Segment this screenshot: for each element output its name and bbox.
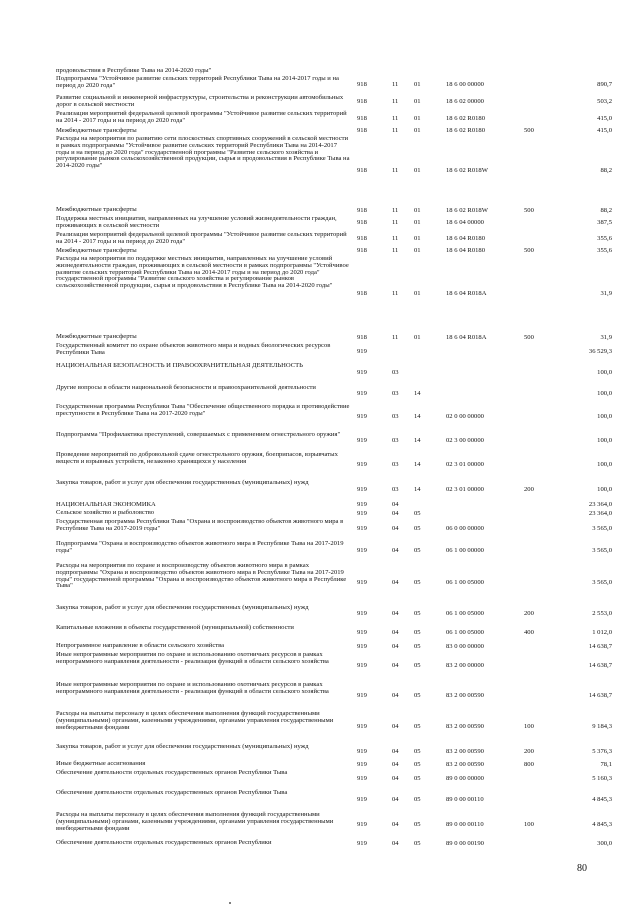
item-name-cell: Расходы на выплаты персоналу в целях обеспечения выполнения функций государственными (муниципальными) органами, казенными учреждениями, органами управления государственными внебюджетными фондами	[56, 710, 334, 731]
razdel-cell: 04	[392, 692, 399, 699]
glava-cell: 918	[357, 334, 367, 341]
razdel-cell: 04	[392, 821, 399, 828]
target-article-cell: 83 2 00 00590	[446, 748, 484, 755]
table-row	[0, 625, 640, 643]
razdel-cell: 03	[392, 369, 399, 376]
item-name-cell: Реализация мероприятий федеральной целевой программы "Устойчивое развитие сельских территорий на 2014 - 2017 годы и на период до 2020 года"	[56, 231, 347, 245]
glava-cell: 918	[357, 115, 367, 122]
target-article-cell: 89 0 00 00110	[446, 821, 484, 828]
table-row	[0, 343, 640, 363]
razdel-cell: 11	[392, 247, 399, 254]
target-article-cell: 83 2 00 00590	[446, 692, 484, 699]
glava-cell: 919	[357, 525, 367, 532]
podrazdel-cell: 01	[414, 115, 421, 122]
razdel-cell: 11	[392, 81, 399, 88]
podrazdel-cell: 14	[414, 461, 421, 468]
expense-type-cell: 100	[524, 723, 534, 730]
razdel-cell: 04	[392, 501, 399, 508]
item-name-cell: НАЦИОНАЛЬНАЯ ЭКОНОМИКА	[56, 501, 156, 508]
table-row	[0, 136, 640, 207]
glava-cell: 918	[357, 219, 367, 226]
razdel-cell: 03	[392, 437, 399, 444]
sum-cell: 9 184,3	[592, 723, 612, 730]
razdel-cell: 11	[392, 115, 399, 122]
target-article-cell: 02 3 00 00000	[446, 437, 484, 444]
glava-cell: 919	[357, 643, 367, 650]
table-row	[0, 519, 640, 541]
item-name-cell: Обеспечение деятельности отдельных государственных органов Республики	[56, 839, 272, 846]
table-row	[0, 790, 640, 812]
item-name-cell: Государственная программа Республики Тыва "Обеспечение общественного порядка и противодействие преступности в Республике Тыва на 2017-2020 годы"	[56, 403, 350, 417]
target-article-cell: 18 6 04 R018A	[446, 290, 487, 297]
podrazdel-cell: 05	[414, 840, 421, 847]
glava-cell: 919	[357, 413, 367, 420]
table-row	[0, 432, 640, 452]
item-name-cell: НАЦИОНАЛЬНАЯ БЕЗОПАСНОСТЬ И ПРАВООХРАНИТЕЛЬНАЯ ДЕЯТЕЛЬНОСТЬ	[56, 362, 303, 369]
item-name-cell: Развитие социальной и инженерной инфраструктуры, строительства и реконструкции автомобильных дорог в сельской местности	[56, 94, 344, 108]
sum-cell: 100,0	[597, 437, 612, 444]
razdel-cell: 11	[392, 219, 399, 226]
glava-cell: 919	[357, 390, 367, 397]
sum-cell: 1 012,0	[592, 629, 612, 636]
target-article-cell: 18 6 02 00000	[446, 98, 484, 105]
sum-cell: 100,0	[597, 390, 612, 397]
sum-cell: 36 529,3	[588, 348, 612, 355]
glava-cell: 919	[357, 369, 367, 376]
razdel-cell: 04	[392, 547, 399, 554]
scan-speck	[229, 902, 231, 904]
podrazdel-cell: 14	[414, 437, 421, 444]
razdel-cell: 04	[392, 579, 399, 586]
item-name-cell: Подпрограмма "Устойчивое развитие сельских территорий Республики Тыва на 2014-2017 годы и на период до 2020 года"	[56, 75, 339, 89]
item-name-cell: Непрограммное направление в области сельского хозяйства	[56, 642, 225, 649]
podrazdel-cell: 05	[414, 748, 421, 755]
item-name-cell: Межбюджетные трансферты	[56, 127, 137, 134]
target-article-cell: 18 6 04 00000	[446, 219, 484, 226]
sum-cell: 4 845,3	[592, 796, 612, 803]
item-name-cell: Закупка товаров, работ и услуг для обеспечения государственных (муниципальных) нужд	[56, 479, 309, 486]
item-name-cell: Обеспечение деятельности отдельных государственных органов Республики Тыва	[56, 789, 288, 796]
item-name-cell: Подпрограмма "Профилактика преступлений, совершаемых с применением огнестрельного оружия"	[56, 431, 341, 438]
table-row	[0, 385, 640, 404]
podrazdel-cell: 01	[414, 290, 421, 297]
sum-cell: 355,6	[597, 235, 612, 242]
glava-cell: 919	[357, 579, 367, 586]
glava-cell: 918	[357, 127, 367, 134]
expense-type-cell: 200	[524, 610, 534, 617]
glava-cell: 918	[357, 98, 367, 105]
podrazdel-cell: 01	[414, 127, 421, 134]
table-row	[0, 652, 640, 682]
razdel-cell: 11	[392, 167, 399, 174]
table-row	[0, 744, 640, 761]
sum-cell: 100,0	[597, 461, 612, 468]
glava-cell: 919	[357, 796, 367, 803]
table-row	[0, 95, 640, 111]
podrazdel-cell: 14	[414, 486, 421, 493]
razdel-cell: 04	[392, 775, 399, 782]
item-name-cell: Сельское хозяйство и рыболовство	[56, 509, 155, 516]
item-name-cell: Межбюджетные трансферты	[56, 247, 137, 254]
glava-cell: 918	[357, 247, 367, 254]
table-row	[0, 682, 640, 711]
razdel-cell: 03	[392, 413, 399, 420]
target-article-cell: 83 0 00 00000	[446, 643, 484, 650]
sum-cell: 300,0	[597, 840, 612, 847]
glava-cell: 919	[357, 662, 367, 669]
item-name-cell: Расходы на мероприятия по развитию сети плоскостных спортивных сооружений в сельской местности в рамках подпрограммы "Устойчивое развитие сельских территорий Республики Тыва на 2014-2017 годы и на период до 2020 года" государственной программы "Развитие сельского хозяйства и регулирование рынков сельскохозяйственной продукции, сырья и продовольствия в Республике Тыва на 2014-2020 годы"	[56, 135, 350, 170]
sum-cell: 4 845,3	[592, 821, 612, 828]
table-row	[0, 111, 640, 128]
razdel-cell: 03	[392, 461, 399, 468]
target-article-cell: 18 6 02 R0180	[446, 115, 486, 122]
razdel-cell: 04	[392, 796, 399, 803]
target-article-cell: 02 0 00 00000	[446, 413, 484, 420]
sum-cell: 5 160,3	[592, 775, 612, 782]
item-name-cell: Проведение мероприятий по добровольной сдаче огнестрельного оружия, боеприпасов, взрывчатых веществ и взрывных устройств, незаконно хранящихся у населения	[56, 451, 338, 465]
sum-cell: 3 565,0	[592, 525, 612, 532]
podrazdel-cell: 01	[414, 167, 421, 174]
sum-cell: 14 638,7	[588, 692, 612, 699]
item-name-cell: Закупка товаров, работ и услуг для обеспечения государственных (муниципальных) нужд	[56, 743, 309, 750]
podrazdel-cell: 05	[414, 821, 421, 828]
razdel-cell: 03	[392, 486, 399, 493]
expense-type-cell: 500	[524, 334, 534, 341]
glava-cell: 919	[357, 610, 367, 617]
razdel-cell: 11	[392, 98, 399, 105]
expense-type-cell: 400	[524, 629, 534, 636]
podrazdel-cell: 01	[414, 81, 421, 88]
glava-cell: 918	[357, 290, 367, 297]
table-row	[0, 770, 640, 790]
razdel-cell: 04	[392, 840, 399, 847]
glava-cell: 919	[357, 748, 367, 755]
item-name-cell: Межбюджетные трансферты	[56, 206, 137, 213]
glava-cell: 919	[357, 348, 367, 355]
item-name-cell: Расходы на мероприятия по поддержке местных инициатив, направленных на улучшение условий жизнедеятельности граждан, проживающих в сельской местности в рамках подпрограммы "Устойчивое развитие сельских территорий Республики Тыва на 2014-2017 годы и на период до 2020 года" государственной программы "Развитие сельского хозяйства и регулирование рынков сельскохозяйственной продукции, сырья и продовольствия в Республике Тыва на 2014-2020 годы"	[56, 255, 349, 290]
target-article-cell: 89 0 00 00110	[446, 796, 484, 803]
sum-cell: 100,0	[597, 413, 612, 420]
razdel-cell: 04	[392, 662, 399, 669]
glava-cell: 918	[357, 167, 367, 174]
podrazdel-cell: 01	[414, 334, 421, 341]
target-article-cell: 02 3 01 00000	[446, 461, 484, 468]
glava-cell: 918	[357, 235, 367, 242]
podrazdel-cell: 05	[414, 692, 421, 699]
table-row	[0, 840, 640, 850]
sum-cell: 3 565,0	[592, 547, 612, 554]
razdel-cell: 04	[392, 510, 399, 517]
target-article-cell: 06 1 00 05000	[446, 629, 484, 636]
sum-cell: 387,5	[597, 219, 612, 226]
item-name-cell: Расходы на выплаты персоналу в целях обеспечения выполнения функций государственными (муниципальными) органами, казенными учреждениями, органами управления государственными внебюджетными фондами	[56, 811, 334, 832]
razdel-cell: 04	[392, 643, 399, 650]
razdel-cell: 04	[392, 525, 399, 532]
podrazdel-cell: 01	[414, 247, 421, 254]
table-row	[0, 256, 640, 334]
podrazdel-cell: 05	[414, 775, 421, 782]
sum-cell: 890,7	[597, 81, 612, 88]
glava-cell: 919	[357, 629, 367, 636]
expense-type-cell: 500	[524, 127, 534, 134]
target-article-cell: 18 6 04 R0180	[446, 247, 486, 254]
razdel-cell: 11	[392, 334, 399, 341]
table-row	[0, 404, 640, 432]
target-article-cell: 06 1 00 05000	[446, 579, 484, 586]
target-article-cell: 18 6 04 R0180	[446, 235, 486, 242]
podrazdel-cell: 05	[414, 610, 421, 617]
podrazdel-cell: 05	[414, 547, 421, 554]
razdel-cell: 04	[392, 748, 399, 755]
target-article-cell: 89 0 00 00000	[446, 775, 484, 782]
target-article-cell: 18 6 02 R0180	[446, 127, 486, 134]
table-row	[0, 76, 640, 95]
table-row	[0, 563, 640, 605]
razdel-cell: 04	[392, 610, 399, 617]
glava-cell: 919	[357, 775, 367, 782]
item-name-cell: Обеспечение деятельности отдельных государственных органов Республики Тыва	[56, 769, 288, 776]
item-name-cell: Капитальные вложения в объекты государственной (муниципальной) собственности	[56, 624, 294, 631]
expense-type-cell: 200	[524, 486, 534, 493]
table-row	[0, 452, 640, 480]
item-name-cell: Закупка товаров, работ и услуг для обеспечения государственных (муниципальных) нужд	[56, 604, 309, 611]
target-article-cell: 06 0 00 00000	[446, 525, 484, 532]
sum-cell: 14 638,7	[588, 662, 612, 669]
table-row	[0, 541, 640, 563]
glava-cell: 919	[357, 547, 367, 554]
sum-cell: 14 638,7	[588, 643, 612, 650]
item-name-cell: продовольствия в Республике Тыва на 2014-2020 годы"	[56, 67, 212, 74]
table-row	[0, 232, 640, 248]
table-row	[0, 216, 640, 232]
razdel-cell: 11	[392, 290, 399, 297]
glava-cell: 918	[357, 81, 367, 88]
podrazdel-cell: 05	[414, 525, 421, 532]
glava-cell: 919	[357, 437, 367, 444]
target-article-cell: 83 2 00 00590	[446, 723, 484, 730]
razdel-cell: 11	[392, 235, 399, 242]
item-name-cell: Подпрограмма "Охрана и воспроизводство объектов животного мира в Республике Тыва на 2017-2019 годы"	[56, 540, 344, 554]
podrazdel-cell: 01	[414, 98, 421, 105]
razdel-cell: 04	[392, 761, 399, 768]
sum-cell: 503,2	[597, 98, 612, 105]
razdel-cell: 11	[392, 207, 399, 214]
podrazdel-cell: 05	[414, 761, 421, 768]
target-article-cell: 06 1 00 05000	[446, 610, 484, 617]
item-name-cell: Государственная программа Республики Тыва "Охрана и воспроизводство объектов животного мира в Республике Тыва на 2017-2019 годы"	[56, 518, 344, 532]
glava-cell: 919	[357, 486, 367, 493]
sum-cell: 415,0	[597, 127, 612, 134]
sum-cell: 23 364,0	[588, 510, 612, 517]
glava-cell: 919	[357, 692, 367, 699]
sum-cell: 5 376,3	[592, 748, 612, 755]
podrazdel-cell: 05	[414, 723, 421, 730]
table-row	[0, 605, 640, 625]
table-row	[0, 480, 640, 502]
podrazdel-cell: 05	[414, 579, 421, 586]
item-name-cell: Государственный комитет по охране объектов животного мира и водных биологических ресурсов Республики Тыва	[56, 342, 331, 356]
target-article-cell: 06 1 00 00000	[446, 547, 484, 554]
razdel-cell: 04	[392, 629, 399, 636]
glava-cell: 919	[357, 761, 367, 768]
glava-cell: 919	[357, 501, 367, 508]
target-article-cell: 89 0 00 00190	[446, 840, 484, 847]
sum-cell: 2 553,0	[592, 610, 612, 617]
table-row	[0, 363, 640, 385]
target-article-cell: 83 2 00 00000	[446, 662, 484, 669]
target-article-cell: 18 6 04 R018A	[446, 334, 487, 341]
expense-type-cell: 500	[524, 207, 534, 214]
sum-cell: 31,9	[600, 290, 612, 297]
item-name-cell: Расходы на мероприятия по охране и воспроизводству объектов животного мира в рамках подпрограммы "Охрана и воспроизводство объектов животного мира в Республике Тыва на 2017-2019 годы" государственной программы "Охрана и воспроизводство объектов животного мира в Республике Тыва"	[56, 562, 347, 590]
glava-cell: 919	[357, 723, 367, 730]
sum-cell: 88,2	[600, 207, 612, 214]
sum-cell: 88,2	[600, 167, 612, 174]
sum-cell: 355,6	[597, 247, 612, 254]
page-number: 80	[577, 863, 587, 874]
sum-cell: 415,0	[597, 115, 612, 122]
target-article-cell: 83 2 00 00590	[446, 761, 484, 768]
glava-cell: 919	[357, 840, 367, 847]
razdel-cell: 11	[392, 127, 399, 134]
item-name-cell: Другие вопросы в области национальной безопасности и правоохранительной деятельности	[56, 384, 316, 391]
sum-cell: 100,0	[597, 486, 612, 493]
podrazdel-cell: 05	[414, 629, 421, 636]
target-article-cell: 18 6 02 R018W	[446, 207, 488, 214]
podrazdel-cell: 01	[414, 219, 421, 226]
podrazdel-cell: 14	[414, 390, 421, 397]
podrazdel-cell: 01	[414, 207, 421, 214]
expense-type-cell: 500	[524, 247, 534, 254]
sum-cell: 100,0	[597, 369, 612, 376]
glava-cell: 919	[357, 510, 367, 517]
item-name-cell: Иные бюджетные ассигнования	[56, 760, 146, 767]
glava-cell: 919	[357, 821, 367, 828]
podrazdel-cell: 05	[414, 643, 421, 650]
podrazdel-cell: 05	[414, 662, 421, 669]
podrazdel-cell: 05	[414, 510, 421, 517]
table-row	[0, 711, 640, 744]
item-name-cell: Реализация мероприятий федеральной целевой программы "Устойчивое развитие сельских территорий на 2014 - 2017 годы и на период до 2020 года"	[56, 110, 347, 124]
podrazdel-cell: 01	[414, 235, 421, 242]
podrazdel-cell: 14	[414, 413, 421, 420]
podrazdel-cell: 05	[414, 796, 421, 803]
razdel-cell: 04	[392, 723, 399, 730]
expense-type-cell: 800	[524, 761, 534, 768]
expense-type-cell: 100	[524, 821, 534, 828]
item-name-cell: Иные непрограммные мероприятия по охране и использованию охотничьих ресурсов в рамках непрограммного направления деятельности - реализация функций в области сельского хозяйства	[56, 681, 329, 695]
expense-type-cell: 200	[524, 748, 534, 755]
glava-cell: 919	[357, 461, 367, 468]
sum-cell: 31,9	[600, 334, 612, 341]
item-name-cell: Межбюджетные трансферты	[56, 333, 137, 340]
table-row	[0, 812, 640, 840]
target-article-cell: 18 6 02 R018W	[446, 167, 488, 174]
razdel-cell: 03	[392, 390, 399, 397]
sum-cell: 3 565,0	[592, 579, 612, 586]
sum-cell: 78,1	[600, 761, 612, 768]
sum-cell: 23 364,0	[588, 501, 612, 508]
item-name-cell: Иные непрограммные мероприятия по охране и использованию охотничьих ресурсов в рамках непрограммного направления деятельности - реализация функций в области сельского хозяйства	[56, 651, 329, 665]
target-article-cell: 18 6 00 00000	[446, 81, 484, 88]
glava-cell: 918	[357, 207, 367, 214]
item-name-cell: Поддержка местных инициатив, направленных на улучшение условий жизнедеятельности граждан, проживающих в сельской местности	[56, 215, 337, 229]
target-article-cell: 02 3 01 00000	[446, 486, 484, 493]
